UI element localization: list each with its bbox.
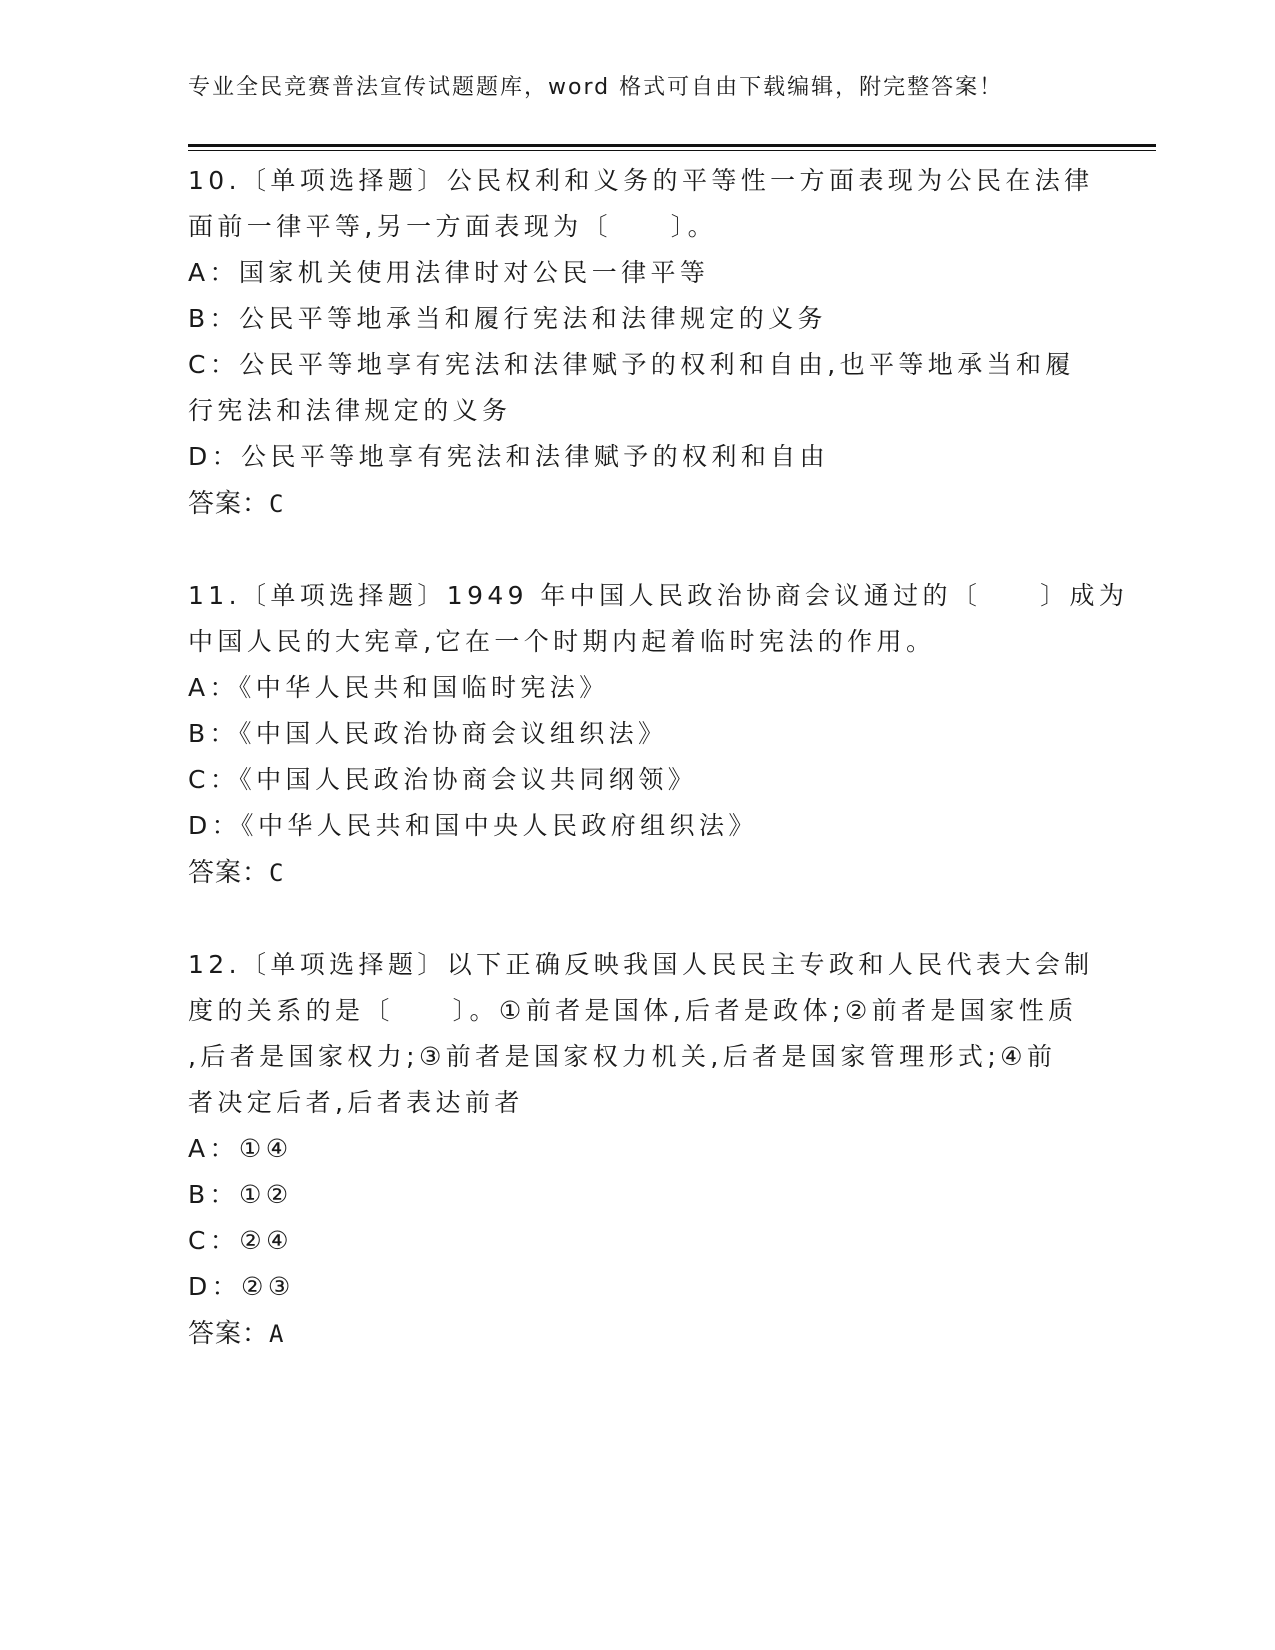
answer-line: [188, 1310, 1068, 1357]
question-12: [188, 942, 1094, 1357]
page-header: 专业全民竞赛普法宣传试题题库，word 格式可自由下载编辑，附完整答案！: [188, 75, 1004, 100]
answer-label: 答案：: [188, 488, 270, 518]
option-d: D：《中华人民共和国中央人民政府组织法》: [188, 811, 758, 840]
option-d: D：公民平等地享有宪法和法律赋予的权利和自由: [188, 442, 830, 471]
answer-value: C: [269, 490, 285, 518]
option-c: C：公民平等地享有宪法和法律赋予的权利和自由,也平等地承当和履: [188, 350, 1075, 379]
answer-value: C: [269, 859, 285, 887]
question-11: [188, 573, 1129, 896]
header-rule-thin: [188, 150, 1156, 151]
answer-label: 答案：: [188, 857, 270, 887]
question-stem-line: 度的关系的是〔 〕。①前者是国体,后者是政体;②前者是国家性质: [188, 996, 1078, 1025]
header-rule-thick: [188, 144, 1156, 147]
question-list: [188, 158, 1129, 1403]
question-stem-line: 10.〔单项选择题〕公民权利和义务的平等性一方面表现为公民在法律: [188, 166, 1094, 195]
option-a: A：国家机关使用法律时对公民一律平等: [188, 258, 710, 287]
question-stem-line: 12.〔单项选择题〕以下正确反映我国人民民主专政和人民代表大会制: [188, 950, 1094, 979]
question-stem-line: 中国人民的大宪章,它在一个时期内起着临时宪法的作用。: [188, 627, 936, 656]
question-10: [188, 158, 1094, 527]
option-a: A：①④: [188, 1134, 293, 1163]
option-c: C：②④: [188, 1226, 293, 1255]
answer-line: [188, 480, 1068, 527]
option-c-continued: 行宪法和法律规定的义务: [188, 396, 512, 425]
question-stem-line: ,后者是国家权力;③前者是国家权力机关,后者是国家管理形式;④前: [188, 1042, 1057, 1071]
option-b: B：《中国人民政治协商会议组织法》: [188, 719, 668, 748]
answer-label: 答案：: [188, 1318, 270, 1348]
option-a: A：《中华人民共和国临时宪法》: [188, 673, 609, 702]
option-c: C：《中国人民政治协商会议共同纲领》: [188, 765, 698, 794]
question-stem-line: 面前一律平等,另一方面表现为〔 〕。: [188, 212, 718, 241]
answer-line: [188, 849, 1068, 896]
answer-value: A: [269, 1320, 285, 1348]
question-stem-line: 者决定后者,后者表达前者: [188, 1088, 524, 1117]
option-d: D：②③: [188, 1272, 295, 1301]
option-b: B：①②: [188, 1180, 293, 1209]
question-stem-line: 11.〔单项选择题〕1949 年中国人民政治协商会议通过的〔 〕成为: [188, 581, 1129, 610]
option-b: B：公民平等地承当和履行宪法和法律规定的义务: [188, 304, 827, 333]
